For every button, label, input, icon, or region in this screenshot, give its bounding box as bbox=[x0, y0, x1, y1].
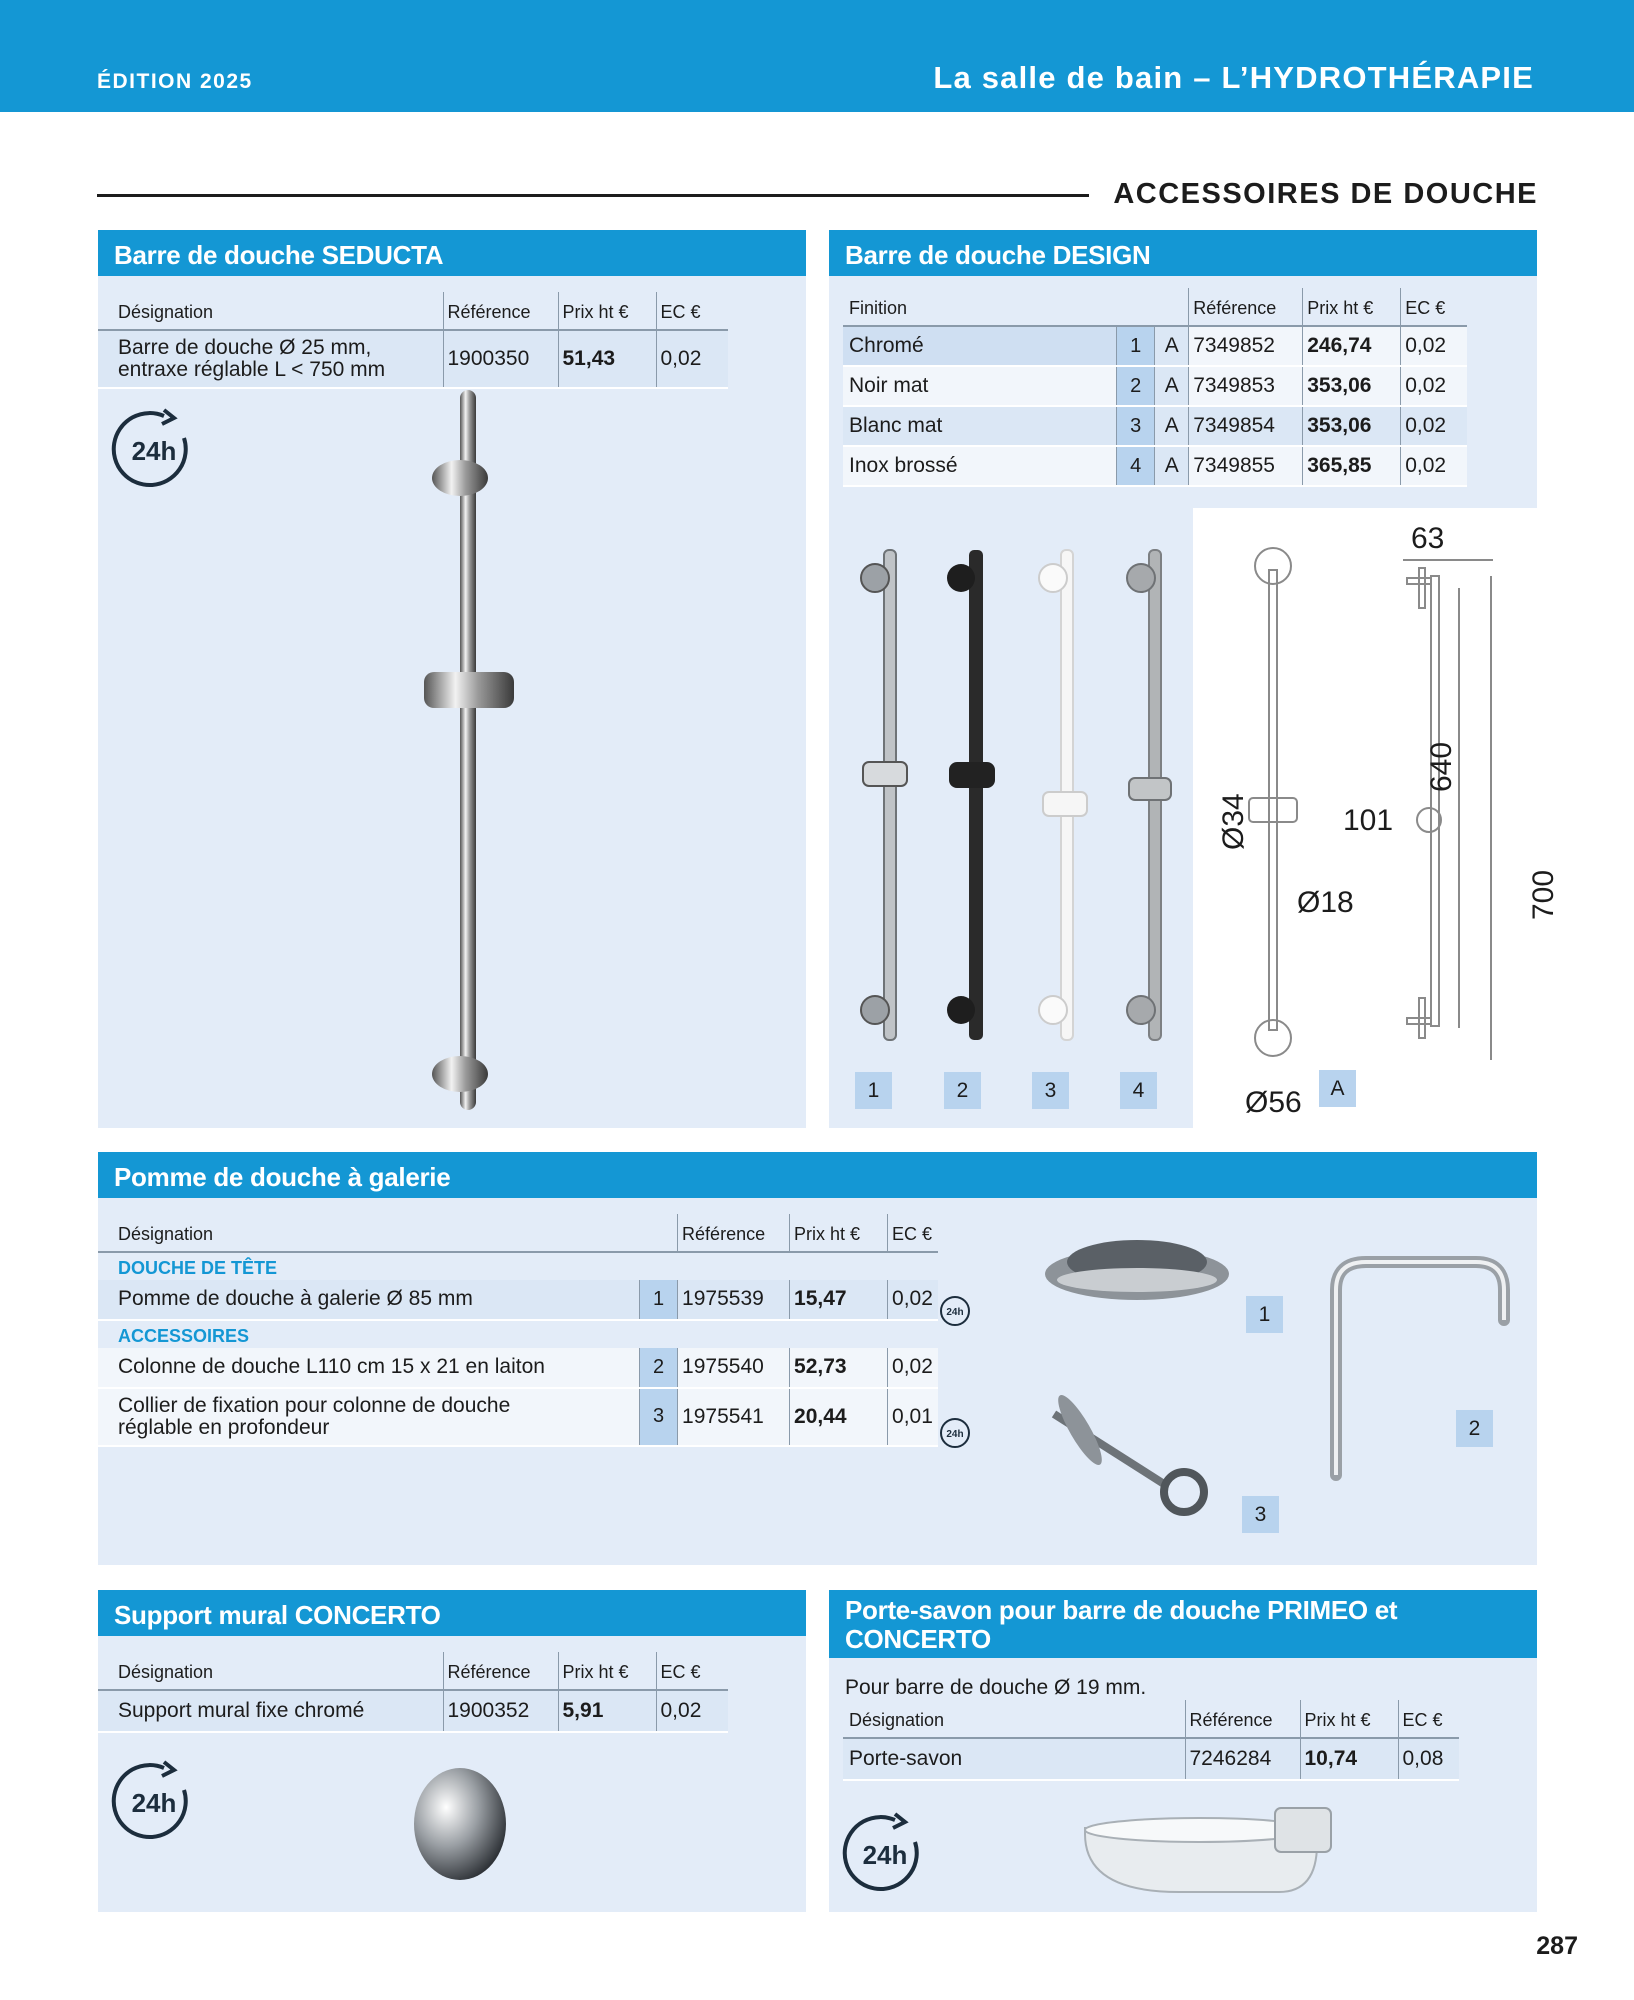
svg-text:24h: 24h bbox=[946, 1307, 964, 1318]
col-ec: EC € bbox=[656, 292, 728, 330]
image-label-4: 4 bbox=[1120, 1072, 1157, 1109]
ec: 0,08 bbox=[1398, 1738, 1459, 1780]
designation: Porte-savon bbox=[843, 1738, 1185, 1780]
svg-text:24h: 24h bbox=[131, 436, 177, 466]
table-row[interactable] bbox=[843, 366, 1467, 406]
reference: 1975540 bbox=[678, 1348, 790, 1388]
reference: 7349854 bbox=[1189, 406, 1303, 446]
edition-label: ÉDITION 2025 bbox=[97, 70, 253, 93]
seducta-panel bbox=[98, 230, 806, 1128]
design-bars-image bbox=[839, 548, 1189, 1048]
drawing-label-a: A bbox=[1319, 1070, 1356, 1107]
item-number: 3 bbox=[640, 1388, 678, 1446]
section-title: ACCESSOIRES DE DOUCHE bbox=[1113, 178, 1538, 210]
pomme-table bbox=[98, 1214, 938, 1447]
design-panel bbox=[829, 230, 1560, 1128]
portesavon-table bbox=[843, 1700, 1459, 1781]
svg-text:63: 63 bbox=[1411, 522, 1445, 555]
item-number: 4 bbox=[1117, 446, 1155, 486]
svg-text:24h: 24h bbox=[131, 1788, 177, 1818]
svg-text:700: 700 bbox=[1527, 869, 1560, 920]
col-designation: Désignation bbox=[98, 1214, 678, 1252]
designation: Colonne de douche L110 cm 15 x 21 en laiton bbox=[98, 1348, 640, 1388]
price: 365,85 bbox=[1303, 446, 1401, 486]
col-price: Prix ht € bbox=[558, 1652, 656, 1690]
price: 5,91 bbox=[558, 1690, 656, 1732]
shower-head-image bbox=[1042, 1224, 1242, 1314]
shower-column-image bbox=[1326, 1250, 1526, 1480]
item-number: 2 bbox=[640, 1348, 678, 1388]
seducta-title: Barre de douche SEDUCTA bbox=[98, 230, 806, 276]
col-designation: Désignation bbox=[98, 1652, 443, 1690]
drawing-letter: A bbox=[1155, 326, 1189, 366]
svg-text:24h: 24h bbox=[862, 1840, 908, 1870]
table-row[interactable] bbox=[843, 1738, 1459, 1780]
design-table bbox=[843, 288, 1467, 487]
item-number: 3 bbox=[1117, 406, 1155, 446]
concerto-title: Support mural CONCERTO bbox=[98, 1590, 806, 1636]
reference: 7246284 bbox=[1185, 1738, 1300, 1780]
reference: 7349853 bbox=[1189, 366, 1303, 406]
category-label: DOUCHE DE TÊTE bbox=[118, 1258, 278, 1278]
page-header bbox=[0, 0, 1634, 112]
finition: Blanc mat bbox=[843, 406, 1117, 446]
col-price: Prix ht € bbox=[1303, 288, 1401, 326]
item-number: 2 bbox=[1117, 366, 1155, 406]
col-reference: Référence bbox=[1185, 1700, 1300, 1738]
image-label-3: 3 bbox=[1242, 1496, 1279, 1533]
finition: Inox brossé bbox=[843, 446, 1117, 486]
ec: 0,02 bbox=[888, 1280, 938, 1320]
24h-delivery-icon bbox=[112, 1760, 196, 1844]
24h-delivery-icon bbox=[112, 408, 196, 492]
chapter-title: La salle de bain – L’HYDROTHÉRAPIE bbox=[933, 60, 1534, 95]
col-designation: Désignation bbox=[98, 292, 443, 330]
designation: Collier de fixation pour colonne de douche réglable en profondeur bbox=[98, 1388, 640, 1446]
ec: 0,02 bbox=[656, 1690, 728, 1732]
svg-text:Ø56: Ø56 bbox=[1245, 1086, 1302, 1119]
seducta-table bbox=[98, 292, 728, 389]
svg-text:Ø34: Ø34 bbox=[1217, 793, 1250, 850]
fixing-collar-image bbox=[1034, 1374, 1234, 1524]
soap-dish-image bbox=[1079, 1804, 1349, 1904]
col-reference: Référence bbox=[1189, 288, 1303, 326]
col-reference: Référence bbox=[678, 1214, 790, 1252]
table-row[interactable] bbox=[98, 1690, 728, 1732]
drawing-letter: A bbox=[1155, 446, 1189, 486]
ec: 0,02 bbox=[656, 330, 728, 388]
page-number: 287 bbox=[1536, 1932, 1578, 1960]
table-row[interactable] bbox=[843, 326, 1467, 366]
table-row[interactable] bbox=[98, 330, 728, 388]
finition: Noir mat bbox=[843, 366, 1117, 406]
ec: 0,01 bbox=[888, 1388, 938, 1446]
col-reference: Référence bbox=[443, 292, 558, 330]
table-row[interactable] bbox=[98, 1388, 938, 1446]
price: 353,06 bbox=[1303, 406, 1401, 446]
designation: Support mural fixe chromé bbox=[98, 1690, 443, 1732]
price: 52,73 bbox=[790, 1348, 888, 1388]
ec: 0,02 bbox=[1401, 366, 1467, 406]
portesavon-panel bbox=[829, 1590, 1537, 1912]
image-label-3: 3 bbox=[1032, 1072, 1069, 1109]
24h-delivery-icon bbox=[843, 1812, 927, 1896]
table-row[interactable] bbox=[98, 1280, 938, 1320]
image-label-1: 1 bbox=[855, 1072, 892, 1109]
reference: 1900350 bbox=[443, 330, 558, 388]
drawing-letter: A bbox=[1155, 406, 1189, 446]
item-number: 1 bbox=[640, 1280, 678, 1320]
image-label-2: 2 bbox=[944, 1072, 981, 1109]
price: 15,47 bbox=[790, 1280, 888, 1320]
col-price: Prix ht € bbox=[790, 1214, 888, 1252]
svg-text:101: 101 bbox=[1343, 804, 1394, 837]
drawing-letter: A bbox=[1155, 366, 1189, 406]
table-row[interactable] bbox=[98, 1348, 938, 1388]
finition: Chromé bbox=[843, 326, 1117, 366]
seducta-bar-image bbox=[408, 390, 528, 1120]
reference: 7349855 bbox=[1189, 446, 1303, 486]
reference: 1975539 bbox=[678, 1280, 790, 1320]
design-title: Barre de douche DESIGN bbox=[829, 230, 1537, 276]
col-ec: EC € bbox=[1398, 1700, 1459, 1738]
price: 353,06 bbox=[1303, 366, 1401, 406]
portesavon-note: Pour barre de douche Ø 19 mm. bbox=[845, 1676, 1147, 1699]
concerto-panel bbox=[98, 1590, 806, 1912]
ec: 0,02 bbox=[888, 1348, 938, 1388]
svg-text:24h: 24h bbox=[946, 1429, 964, 1440]
designation: Barre de douche Ø 25 mm, entraxe réglable L < 750 mm bbox=[98, 330, 443, 388]
ec: 0,02 bbox=[1401, 326, 1467, 366]
svg-text:Ø18: Ø18 bbox=[1297, 886, 1354, 919]
portesavon-title: Porte-savon pour barre de douche PRIMEO et CONCERTO bbox=[829, 1590, 1537, 1658]
ec: 0,02 bbox=[1401, 406, 1467, 446]
col-ec: EC € bbox=[888, 1214, 938, 1252]
price: 20,44 bbox=[790, 1388, 888, 1446]
designation: Pomme de douche à galerie Ø 85 mm bbox=[98, 1280, 640, 1320]
price: 10,74 bbox=[1300, 1738, 1398, 1780]
col-designation: Désignation bbox=[843, 1700, 1185, 1738]
image-label-2: 2 bbox=[1456, 1410, 1493, 1447]
concerto-table bbox=[98, 1652, 728, 1733]
section-rule bbox=[97, 194, 1089, 197]
ec: 0,02 bbox=[1401, 446, 1467, 486]
image-label-1: 1 bbox=[1246, 1296, 1283, 1333]
col-price: Prix ht € bbox=[1300, 1700, 1398, 1738]
24h-delivery-icon bbox=[938, 1294, 972, 1328]
svg-text:640: 640 bbox=[1425, 741, 1458, 792]
reference: 1975541 bbox=[678, 1388, 790, 1446]
table-row[interactable] bbox=[843, 446, 1467, 486]
col-price: Prix ht € bbox=[558, 292, 656, 330]
item-number: 1 bbox=[1117, 326, 1155, 366]
col-finition: Finition bbox=[843, 288, 1189, 326]
technical-drawing bbox=[1193, 508, 1560, 1128]
category-label: ACCESSOIRES bbox=[118, 1325, 250, 1346]
price: 246,74 bbox=[1303, 326, 1401, 366]
col-ec: EC € bbox=[1401, 288, 1467, 326]
table-row[interactable] bbox=[843, 406, 1467, 446]
reference: 1900352 bbox=[443, 1690, 558, 1732]
24h-delivery-icon bbox=[938, 1416, 972, 1450]
pomme-panel bbox=[98, 1152, 1537, 1565]
pomme-title: Pomme de douche à galerie bbox=[98, 1152, 1537, 1198]
wall-support-image bbox=[410, 1762, 510, 1882]
col-reference: Référence bbox=[443, 1652, 558, 1690]
price: 51,43 bbox=[558, 330, 656, 388]
col-ec: EC € bbox=[656, 1652, 728, 1690]
reference: 7349852 bbox=[1189, 326, 1303, 366]
